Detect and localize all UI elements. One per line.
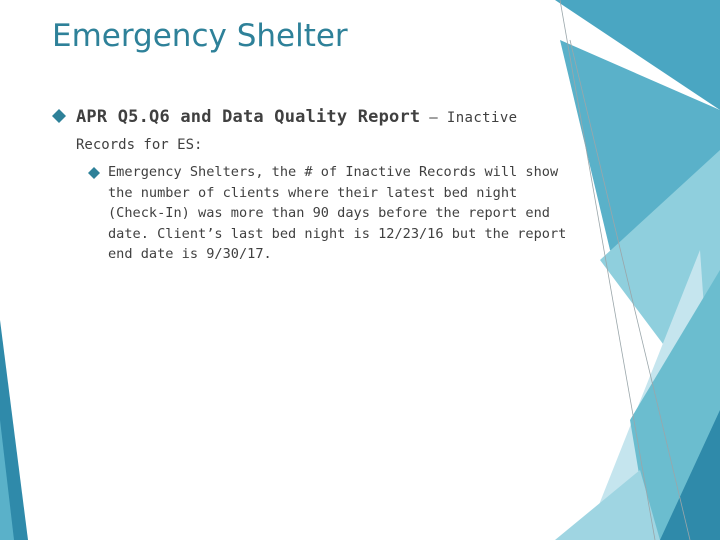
bullet-1-line-1 bbox=[52, 104, 572, 131]
bullet-2-text: Emergency Shelters, the # of Inactive Records will show the number of clients where their latest bed night (Check-In) was more than 90 days before the report end date. Client’s last bed night is 12/23/16 but the report end date is 9/30/17. bbox=[108, 164, 567, 262]
bullet-item-1 bbox=[52, 104, 572, 158]
diamond-bullet-icon bbox=[52, 109, 66, 123]
bullet-item-2 bbox=[88, 162, 576, 265]
diamond-bullet-icon bbox=[88, 167, 100, 179]
slide-title: Emergency Shelter bbox=[52, 18, 348, 54]
bullet-1-rest: Inactive bbox=[446, 110, 518, 126]
bullet-1-heading: APR Q5.Q6 and Data Quality Report bbox=[76, 107, 421, 127]
bullet-1-line-2: Records for ES: bbox=[76, 137, 203, 153]
bullet-1-dash: – bbox=[420, 110, 447, 126]
